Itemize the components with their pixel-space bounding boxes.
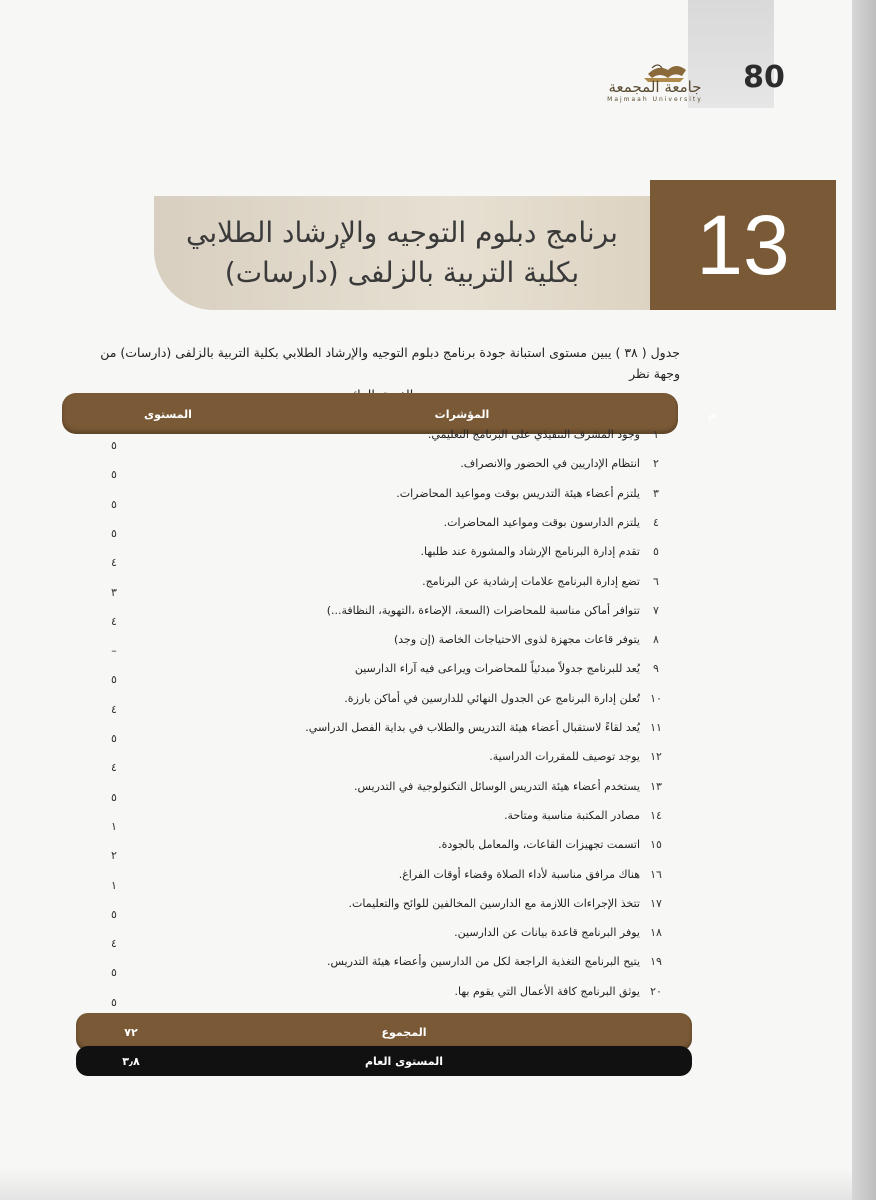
chapter-title-line-2: بكلية التربية بالزلفى (دارسات) xyxy=(224,256,580,289)
title-banner xyxy=(154,196,650,310)
row-indicator-text: انتظام الإداريين في الحضور والانصراف. xyxy=(460,457,640,471)
row-number: ٧ xyxy=(653,603,659,617)
row-number: ١٥ xyxy=(650,838,662,852)
row-number: ١١ xyxy=(650,721,662,734)
row-number: ٩ xyxy=(653,662,659,676)
row-level: ٤ xyxy=(111,556,117,570)
table-row xyxy=(62,836,678,865)
row-indicator-text: يتوفر قاعات مجهزة لذوى الاحتياجات الخاصة (إن وجد) xyxy=(393,633,640,647)
row-level: ٥ xyxy=(111,966,117,980)
table-row xyxy=(62,895,678,924)
row-indicator-text: تقدم إدارة البرنامج الإرشاد والمشورة عند طلبها. xyxy=(420,545,640,559)
logo-english-text: Majmaah University xyxy=(607,96,703,103)
row-indicator-text: اتسمت تجهيزات القاعات، والمعامل بالجودة. xyxy=(438,838,640,852)
row-number: ٤ xyxy=(653,515,659,529)
table-row xyxy=(62,778,678,807)
table-row xyxy=(62,866,678,895)
row-level: ٥ xyxy=(111,732,117,745)
header-indicators: المؤشرات xyxy=(434,408,490,421)
row-level: – xyxy=(111,644,117,658)
table-row xyxy=(62,983,678,1012)
row-level: ٤ xyxy=(111,761,117,775)
row-number: ١٣ xyxy=(650,779,662,793)
row-number: ١٤ xyxy=(650,808,662,822)
row-indicator-text: يستخدم أعضاء هيئة التدريس الوسائل التكنولوجية في التدريس. xyxy=(354,779,640,793)
row-number: ١٧ xyxy=(650,896,662,910)
table-row xyxy=(62,514,678,543)
row-level: ٥ xyxy=(111,790,117,804)
overall-label: المستوى العام xyxy=(364,1055,444,1068)
table-row xyxy=(62,690,678,719)
table-row xyxy=(62,426,678,455)
row-indicator-text: يوجد توصيف للمقررات الدراسية. xyxy=(489,750,640,764)
overall-level-row xyxy=(76,1046,692,1076)
table-row xyxy=(62,924,678,953)
row-indicator-text: يلتزم الدارسون بوقت ومواعيد المحاضرات. xyxy=(443,515,640,529)
row-number: ١٦ xyxy=(650,867,662,881)
table-row xyxy=(62,631,678,660)
row-level: ٥ xyxy=(111,673,117,687)
row-number: ٥ xyxy=(653,545,659,559)
table-row xyxy=(62,573,678,602)
row-number: ٢ xyxy=(653,457,659,471)
row-indicator-text: تتخذ الإجراءات اللازمة مع الدارسين المخالفين للوائح والتعليمات. xyxy=(348,896,640,910)
table-row xyxy=(62,660,678,689)
table-row xyxy=(62,543,678,572)
page-bottom-shade xyxy=(0,1168,852,1200)
row-level: ٢ xyxy=(111,849,117,863)
row-indicator-text: يلتزم أعضاء هيئة التدريس بوقت ومواعيد المحاضرات. xyxy=(396,486,640,500)
page-edge xyxy=(852,0,876,1200)
row-number: ٦ xyxy=(653,574,659,588)
row-level: ٥ xyxy=(111,526,117,540)
table-row xyxy=(62,602,678,631)
row-indicator-text: يوثق البرنامج كافة الأعمال التي يقوم بها. xyxy=(454,984,640,998)
row-level: ٥ xyxy=(111,995,117,1009)
chapter-title-line-1: برنامج دبلوم التوجيه والإرشاد الطلابي xyxy=(186,216,618,249)
caption-line-1: جدول ( ٣٨ ) يبين مستوى استبانة جودة برنامج دبلوم التوجيه والإرشاد الطلابي بكلية التربية بالزلفى (دارسات) من وجهة نظر xyxy=(100,345,680,381)
row-number: ١٨ xyxy=(650,926,662,940)
table-row xyxy=(62,455,678,484)
row-number: ١٠ xyxy=(650,691,662,705)
row-indicator-text: تضع إدارة البرنامج علامات إرشادية عن البرنامج. xyxy=(422,574,640,588)
table-row xyxy=(62,748,678,777)
row-indicator-text: هناك مرافق مناسبة لأداء الصلاة وقضاء أوقات الفراغ. xyxy=(398,867,640,881)
chapter-number: 13 xyxy=(696,198,790,292)
page-number: 80 xyxy=(743,60,785,95)
header-number: م xyxy=(708,408,717,421)
table-row xyxy=(62,807,678,836)
row-indicator-text: تُعلن إدارة البرنامج عن الجدول النهائي للدارسين في أماكن بارزة. xyxy=(344,691,640,705)
table-row xyxy=(62,485,678,514)
total-label: المجموع xyxy=(381,1026,427,1039)
total-value: ٧٢ xyxy=(124,1026,138,1039)
logo-arabic-text: جامعة المجمعة xyxy=(608,78,702,96)
row-level: ٤ xyxy=(111,937,117,951)
row-indicator-text: مصادر المكتبة مناسبة ومتاحة. xyxy=(504,808,640,822)
row-number: ١ xyxy=(653,428,659,441)
row-number: ١٩ xyxy=(650,955,662,969)
row-level: ٤ xyxy=(111,702,117,716)
row-number: ٨ xyxy=(653,633,659,647)
row-indicator-text: يُعد للبرنامج جدولاً مبدئياً للمحاضرات ويراعى فيه آراء الدارسين xyxy=(354,662,640,676)
row-level: ٥ xyxy=(111,497,117,511)
overall-value: ٣٫٨ xyxy=(122,1055,140,1068)
row-indicator-text: تتوافر أماكن مناسبة للمحاضرات (السعة، الإضاءة ،التهوية، النظافة...) xyxy=(326,603,640,617)
row-level: ١ xyxy=(111,878,117,892)
row-number: ٣ xyxy=(653,486,659,500)
row-number: ١٢ xyxy=(650,750,662,764)
table-row xyxy=(62,719,678,748)
row-indicator-text: يتيح البرنامج التغذية الراجعة لكل من الدارسين وأعضاء هيئة التدريس. xyxy=(327,955,640,969)
row-indicator-text: يوفر البرنامج قاعدة بيانات عن الدارسين. xyxy=(454,926,640,940)
row-indicator-text: وجود المشرف التنفيذي على البرنامج التعليمي. xyxy=(427,428,640,441)
header-level: المستوى xyxy=(144,408,192,421)
row-level: ٥ xyxy=(111,468,117,482)
row-level: ٤ xyxy=(111,614,117,628)
table-row xyxy=(62,953,678,982)
row-level: ٣ xyxy=(111,585,117,599)
row-level: ٥ xyxy=(111,907,117,921)
row-number: ٢٠ xyxy=(650,984,662,998)
row-level: ١ xyxy=(111,819,117,833)
row-level: ٥ xyxy=(111,439,117,452)
row-indicator-text: يُعد لقاءً لاستقبال أعضاء هيئة التدريس والطلاب في بداية الفصل الدراسي. xyxy=(305,721,640,734)
